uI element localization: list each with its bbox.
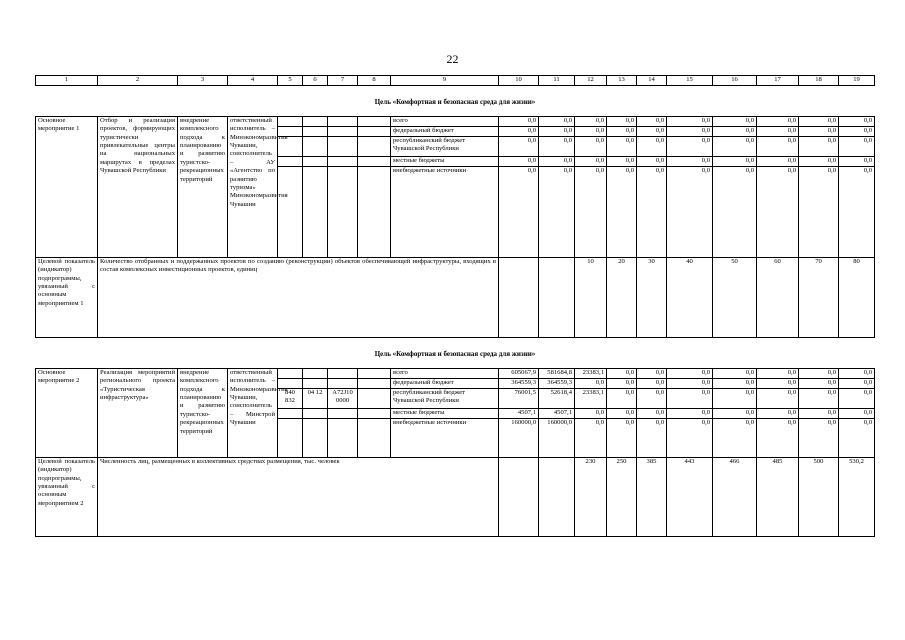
budget-code-cell [328,369,358,379]
funding-value: 0,0 [799,127,839,137]
funding-value: 76001,5 [499,389,539,409]
budget-code-cell [278,369,303,379]
column-number: 14 [637,76,667,86]
budget-code-cell [358,419,391,458]
column-number: 9 [391,76,499,86]
funding-value: 0,0 [575,409,607,419]
funding-source: местные бюджеты [391,157,499,167]
funding-value: 0,0 [757,167,799,258]
funding-value: 0,0 [757,137,799,157]
budget-code-c7 [328,137,358,157]
column-number: 2 [98,76,178,86]
funding-value: 0,0 [637,127,667,137]
target-value: 530,2 [839,458,875,537]
funding-value: 160000,0 [539,419,575,458]
funding-value: 160000,0 [499,419,539,458]
funding-value: 0,0 [499,127,539,137]
column-number: 3 [178,76,228,86]
target-indicator-row [36,458,875,537]
funding-value: 0,0 [667,419,713,458]
target-label: Целевой показатель (индикатор) подпрограммы, увязанный с основным мероприятием 1 [36,258,98,338]
funding-source: внебюджетные источники [391,167,499,258]
funding-value: 0,0 [539,137,575,157]
funding-value: 0,0 [799,117,839,127]
funding-value: 0,0 [839,157,875,167]
target-value: 70 [799,258,839,338]
budget-code-cell [358,167,391,258]
target-value: 466 [713,458,757,537]
funding-source: всего [391,369,499,379]
budget-code-cell [278,157,303,167]
funding-value: 0,0 [575,117,607,127]
budget-code-c7: А72J10 0000 [328,389,358,409]
funding-value: 364559,3 [539,379,575,389]
budget-code-cell [358,409,391,419]
funding-value: 0,0 [757,419,799,458]
column-number-row [36,76,875,86]
budget-code-cell [303,419,328,458]
funding-value: 0,0 [539,157,575,167]
funding-value: 0,0 [713,379,757,389]
funding-value: 0,0 [799,419,839,458]
column-number: 18 [799,76,839,86]
budget-code-cell [303,409,328,419]
target-value: 10 [575,258,607,338]
funding-row [36,369,875,379]
target-value: 50 [713,258,757,338]
target-value: 30 [637,258,667,338]
funding-value: 0,0 [713,409,757,419]
event-type: Основное мероприятие 2 [36,369,98,458]
link-to-task: внедрение комплексного подхода к планированию и развитию туристско-рекреационных территорий [178,117,228,258]
target-blank-cell [539,458,575,537]
budget-code-cell [328,409,358,419]
funding-value: 364559,3 [499,379,539,389]
funding-value: 0,0 [667,137,713,157]
budget-code-cell [358,379,391,389]
funding-source: республиканский бюджет Чувашской Республики [391,137,499,157]
funding-value: 0,0 [839,419,875,458]
budget-code-cell [303,379,328,389]
target-value: 80 [839,258,875,338]
column-number: 7 [328,76,358,86]
funding-value: 0,0 [757,127,799,137]
executor: ответственный исполнитель – Минэкономразвития Чувашии, соисполнитель – Минстрой Чувашии [228,369,278,458]
target-value: 230 [575,458,607,537]
budget-code-cell [278,167,303,258]
funding-value: 0,0 [667,127,713,137]
budget-code-c6 [303,137,328,157]
funding-value: 0,0 [799,389,839,409]
funding-value: 0,0 [539,117,575,127]
column-number: 6 [303,76,328,86]
funding-value: 0,0 [667,389,713,409]
target-value: 20 [607,258,637,338]
funding-source: всего [391,117,499,127]
funding-value: 0,0 [607,389,637,409]
funding-value: 0,0 [667,117,713,127]
funding-value: 0,0 [667,167,713,258]
column-number: 1 [36,76,98,86]
budget-code-cell [278,419,303,458]
budget-code-c5: 840 832 [278,389,303,409]
funding-value: 0,0 [499,167,539,258]
goal-heading: Цель «Комфортная и безопасная среда для жизни» [374,350,536,359]
budget-code-cell [303,157,328,167]
funding-value: 0,0 [607,137,637,157]
budget-code-c8 [358,137,391,157]
funding-value: 0,0 [607,167,637,258]
funding-value: 0,0 [713,117,757,127]
budget-code-cell [328,379,358,389]
event-name: Реализация мероприятий регионального проекта «Туристическая инфраструктура» [98,369,178,458]
funding-value: 23383,1 [575,389,607,409]
event-name: Отбор и реализация проектов, формирующих туристически привлекательные центры на национальных маршрутах в пределах Чувашской Республики [98,117,178,258]
funding-value: 0,0 [713,127,757,137]
budget-code-cell [278,117,303,127]
funding-value: 0,0 [637,157,667,167]
column-number: 15 [667,76,713,86]
funding-source: внебюджетные источники [391,419,499,458]
target-value: 443 [667,458,713,537]
funding-value: 0,0 [839,369,875,379]
funding-value: 0,0 [539,167,575,258]
target-value: 385 [637,458,667,537]
funding-value: 0,0 [799,137,839,157]
target-blank-cell [499,258,539,338]
funding-value: 23383,1 [575,369,607,379]
funding-value: 0,0 [575,157,607,167]
funding-value: 0,0 [839,389,875,409]
target-description: Численность лиц, размещенных в коллективных средствах размещения, тыс. человек [98,458,499,537]
funding-value: 0,0 [757,157,799,167]
funding-value: 0,0 [839,117,875,127]
funding-value: 0,0 [607,127,637,137]
funding-value: 0,0 [637,369,667,379]
funding-value: 0,0 [713,137,757,157]
funding-value: 0,0 [499,117,539,127]
budget-code-cell [358,157,391,167]
funding-value: 0,0 [757,409,799,419]
goal-heading: Цель «Комфортная и безопасная среда для жизни» [374,98,536,107]
column-number: 12 [575,76,607,86]
target-value: 485 [757,458,799,537]
budget-code-cell [303,127,328,137]
budget-code-c6: 04 12 [303,389,328,409]
column-number: 16 [713,76,757,86]
funding-value: 0,0 [637,167,667,258]
funding-value: 0,0 [607,157,637,167]
funding-value: 0,0 [757,117,799,127]
column-number: 17 [757,76,799,86]
funding-source: федеральный бюджет [391,127,499,137]
column-number: 5 [278,76,303,86]
funding-value: 0,0 [667,379,713,389]
funding-row [36,117,875,127]
goal-heading-row [36,86,875,117]
funding-value: 0,0 [637,409,667,419]
funding-value: 0,0 [637,117,667,127]
funding-value: 0,0 [713,369,757,379]
page-number: 22 [446,52,459,66]
funding-value: 0,0 [799,369,839,379]
funding-value: 0,0 [839,127,875,137]
link-to-task: внедрение комплексного подхода к планированию и развитию туристско-рекреационных территорий [178,369,228,458]
funding-value: 0,0 [575,137,607,157]
funding-value: 0,0 [799,157,839,167]
budget-code-c8 [358,389,391,409]
funding-value: 0,0 [799,379,839,389]
funding-value: 605067,9 [499,369,539,379]
target-blank-cell [539,258,575,338]
goal-heading-row [36,338,875,369]
column-number: 4 [228,76,278,86]
funding-value: 0,0 [637,389,667,409]
budget-code-cell [358,127,391,137]
funding-value: 0,0 [607,117,637,127]
funding-value: 4507,1 [539,409,575,419]
target-indicator-row [36,258,875,338]
funding-value: 0,0 [637,419,667,458]
target-blank-cell [499,458,539,537]
funding-source: республиканский бюджет Чувашской Республики [391,389,499,409]
funding-value: 0,0 [713,389,757,409]
budget-code-cell [328,117,358,127]
budget-code-cell [358,369,391,379]
funding-value: 0,0 [713,419,757,458]
funding-value: 0,0 [839,137,875,157]
funding-value: 0,0 [667,409,713,419]
funding-value: 0,0 [575,379,607,389]
column-number: 8 [358,76,391,86]
funding-value: 0,0 [713,167,757,258]
budget-code-cell [278,409,303,419]
funding-value: 0,0 [499,137,539,157]
target-value: 250 [607,458,637,537]
target-value: 40 [667,258,713,338]
program-table [35,75,875,537]
funding-value: 0,0 [667,157,713,167]
column-number: 19 [839,76,875,86]
funding-source: федеральный бюджет [391,379,499,389]
funding-value: 0,0 [667,369,713,379]
funding-value: 0,0 [575,127,607,137]
executor: ответственный исполнитель – Минэкономразвития Чувашии, соисполнитель – АУ «Агентство по развитию туризма» Минэкономразвития Чувашии [228,117,278,258]
funding-value: 0,0 [637,137,667,157]
budget-code-cell [303,369,328,379]
budget-code-cell [358,117,391,127]
funding-value: 0,0 [839,379,875,389]
column-number: 11 [539,76,575,86]
funding-source: местные бюджеты [391,409,499,419]
budget-code-cell [303,167,328,258]
target-value: 500 [799,458,839,537]
funding-value: 0,0 [539,127,575,137]
budget-code-cell [328,419,358,458]
funding-value: 52618,4 [539,389,575,409]
funding-value: 4507,1 [499,409,539,419]
funding-value: 0,0 [713,157,757,167]
funding-value: 581684,8 [539,369,575,379]
column-number: 13 [607,76,637,86]
funding-value: 0,0 [637,379,667,389]
funding-value: 0,0 [607,419,637,458]
funding-value: 0,0 [607,369,637,379]
funding-value: 0,0 [757,369,799,379]
funding-value: 0,0 [799,167,839,258]
target-label: Целевой показатель (индикатор) подпрограммы, увязанный с основным мероприятием 2 [36,458,98,537]
funding-value: 0,0 [799,409,839,419]
budget-code-cell [328,167,358,258]
budget-code-cell [328,127,358,137]
target-value: 60 [757,258,799,338]
funding-value: 0,0 [839,409,875,419]
funding-value: 0,0 [499,157,539,167]
funding-value: 0,0 [575,419,607,458]
target-description: Количество отобранных и поддержанных проектов по созданию (реконструкции) объектов обеспечивающей инфраструктуры, входящих в состав комплексных инвестиционных проектов, единиц [98,258,499,338]
event-type: Основное мероприятие 1 [36,117,98,258]
column-number: 10 [499,76,539,86]
budget-code-cell [328,157,358,167]
funding-value: 0,0 [607,379,637,389]
funding-value: 0,0 [607,409,637,419]
funding-value: 0,0 [839,167,875,258]
funding-value: 0,0 [757,389,799,409]
funding-value: 0,0 [575,167,607,258]
funding-value: 0,0 [757,379,799,389]
budget-code-cell [303,117,328,127]
